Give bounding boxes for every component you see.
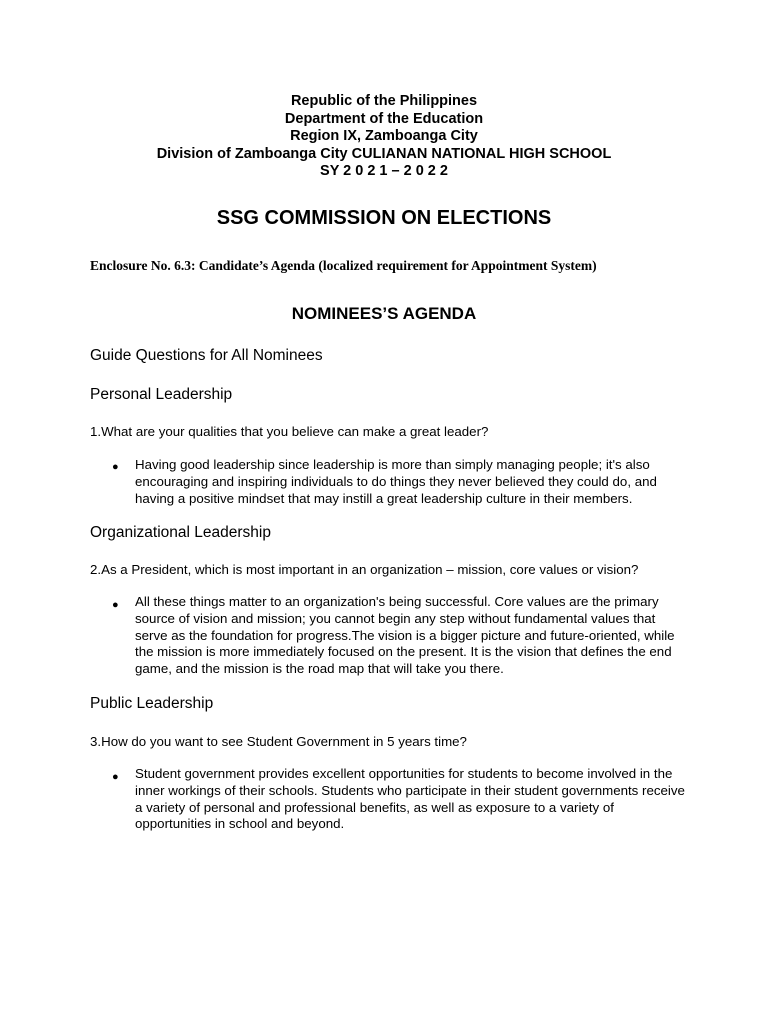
question-2: 2.As a President, which is most important in an organization – mission, core values or vision? <box>90 562 639 577</box>
agenda-title: NOMINEES’S AGENDA <box>291 304 477 323</box>
bullet-icon: ● <box>112 771 119 783</box>
guide-heading: Guide Questions for All Nominees <box>90 347 323 364</box>
document-title: SSG COMMISSION ON ELECTIONS <box>216 207 552 229</box>
answer-1: Having good leadership since leadership is more than simply managing people; it's also encouraging and inspiring individuals to do things they never believed they could do, and having a positive mindset that may instill a great leadership culture in their members. <box>135 457 657 506</box>
letterhead-country: Republic of the Philippines <box>290 93 478 109</box>
bullet-icon: ● <box>112 461 119 473</box>
letterhead-region: Region IX, Zamboanga City <box>290 128 478 145</box>
question-3: 3.How do you want to see Student Government in 5 years time? <box>90 734 467 749</box>
letterhead-school: Division of Zamboanga City CULIANAN NATIONAL HIGH SCHOOL <box>156 145 612 162</box>
section-heading-public: Public Leadership <box>90 695 214 712</box>
letterhead-school-year: SY 2 0 2 1 – 2 0 2 2 <box>320 163 448 180</box>
letterhead-department: Department of the Education <box>284 110 484 127</box>
enclosure-note: Enclosure No. 6.3: Candidate’s Agenda (localized requirement for Appointment System) <box>90 258 597 273</box>
bullet-icon: ● <box>112 599 119 611</box>
answer-2: All these things matter to an organization's being successful. Core values are the primary source of vision and mission; you cannot begin any step without fundamental values that serve as the foundation for progress.The vision is a bigger picture and future-oriented, while the mission is more immediately focused on the present. It is the vision that defines the end game, and the mission is the road map that will take you there. <box>135 594 675 677</box>
section-heading-personal: Personal Leadership <box>90 386 233 403</box>
question-1: 1.What are your qualities that you believe can make a great leader? <box>90 424 489 439</box>
answer-3: Student government provides excellent opportunities for students to become involved in the inner workings of their schools. Students who participate in their student governments receive a variety of personal and professional benefits, as well as exposure to a variety of opportunities in school and beyond. <box>135 766 685 832</box>
section-heading-organizational: Organizational Leadership <box>90 524 271 541</box>
letterhead <box>0 93 768 181</box>
